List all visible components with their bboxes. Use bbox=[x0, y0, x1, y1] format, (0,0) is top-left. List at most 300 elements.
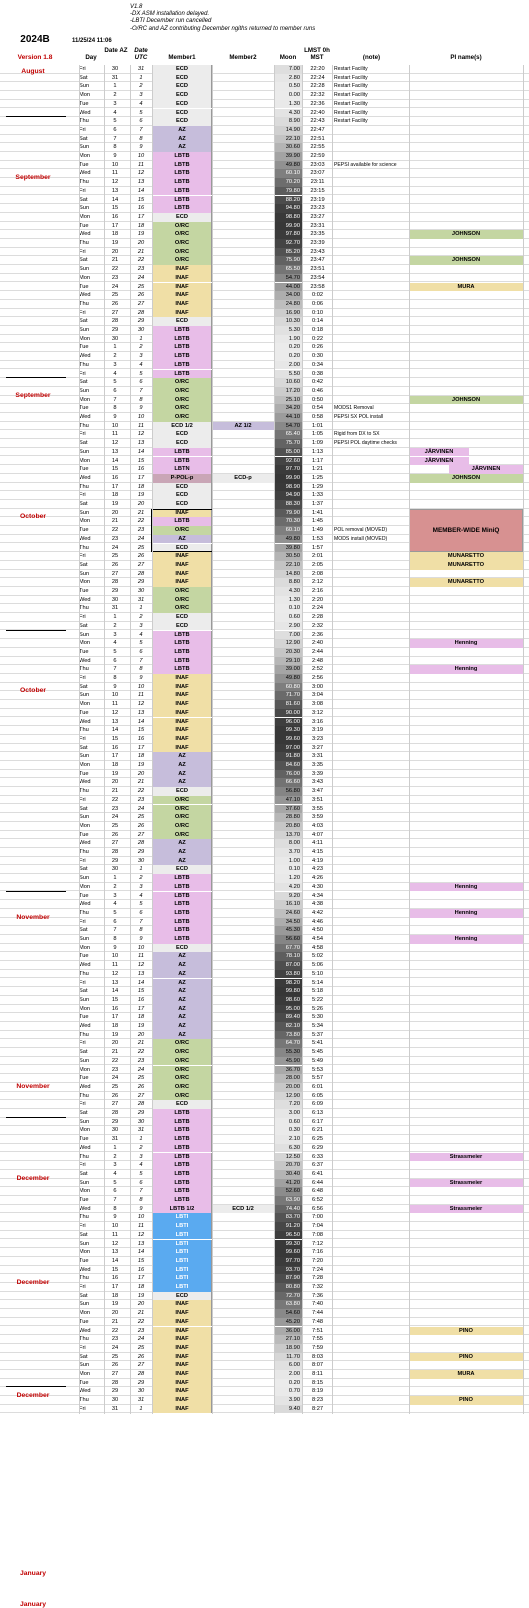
day-cell: Sun bbox=[79, 875, 90, 882]
member2-cell bbox=[212, 135, 274, 144]
member2-cell bbox=[212, 143, 274, 152]
lmst-cell: 1:33 bbox=[311, 492, 324, 499]
moon-cell: 98.90 bbox=[274, 483, 302, 492]
member1-cell: INAF bbox=[152, 1318, 212, 1327]
day-cell: Thu bbox=[79, 1214, 89, 1221]
moon-cell: 89.40 bbox=[274, 1013, 302, 1022]
date-utc-cell: 5 bbox=[139, 640, 143, 647]
date-az-cell: 15 bbox=[111, 735, 119, 742]
day-cell: Sat bbox=[79, 135, 88, 142]
member2-cell bbox=[212, 1022, 274, 1031]
lmst-cell: 8:03 bbox=[311, 1353, 324, 1360]
date-utc-cell: 8 bbox=[139, 927, 143, 934]
pi-cell bbox=[409, 1266, 523, 1275]
date-utc-cell: 7 bbox=[139, 918, 143, 925]
member1-cell: LBTB bbox=[152, 1135, 212, 1144]
member1-cell: INAF bbox=[152, 578, 212, 587]
pi-cell bbox=[409, 648, 523, 657]
note-cell bbox=[334, 222, 416, 231]
note-cell bbox=[334, 944, 416, 953]
date-utc-cell: 5 bbox=[139, 370, 143, 377]
day-cell: Tue bbox=[79, 770, 89, 777]
pi-cell bbox=[409, 700, 523, 709]
date-az-cell: 31 bbox=[111, 605, 119, 612]
lmst-cell: 22:20 bbox=[310, 66, 325, 72]
date-utc-cell: 8 bbox=[139, 666, 143, 673]
date-utc-cell: 5 bbox=[139, 109, 143, 116]
day-cell: Wed bbox=[79, 718, 91, 725]
note-cell bbox=[334, 831, 416, 840]
pi-cell bbox=[409, 483, 523, 492]
member1-cell: O/RC bbox=[152, 413, 212, 422]
member2-cell bbox=[212, 1300, 274, 1309]
month-label: December bbox=[16, 1392, 50, 1400]
moon-cell: 97.70 bbox=[274, 465, 302, 474]
moon-cell: 25.10 bbox=[274, 396, 302, 405]
date-az-cell: 11 bbox=[112, 962, 118, 969]
date-az-cell: 24 bbox=[111, 1344, 119, 1351]
member2-cell bbox=[212, 996, 274, 1005]
note-cell bbox=[334, 683, 416, 692]
col-member1-header: Member1 bbox=[168, 54, 196, 61]
member1-cell: INAF bbox=[152, 726, 212, 735]
pi-cell bbox=[409, 1248, 523, 1257]
date-az-cell: 25 bbox=[111, 1083, 119, 1090]
pi-cell bbox=[409, 1144, 523, 1153]
member2-cell bbox=[212, 726, 274, 735]
member2-cell bbox=[212, 752, 274, 761]
lmst-cell: 7:24 bbox=[311, 1266, 324, 1273]
note-cell bbox=[334, 335, 416, 344]
date-utc-cell: 22 bbox=[137, 788, 145, 795]
date-az-cell: 14 bbox=[111, 1257, 119, 1264]
date-az-cell: 17 bbox=[111, 1014, 119, 1021]
note-cell bbox=[334, 1309, 416, 1318]
date-utc-cell: 24 bbox=[137, 805, 145, 812]
member1-cell: LBTI bbox=[152, 1274, 212, 1283]
pi-cell bbox=[409, 309, 523, 318]
member2-cell bbox=[212, 674, 274, 683]
col-lmst-header: LMST 0h MST bbox=[304, 47, 330, 61]
member1-cell: LBTB bbox=[152, 448, 212, 457]
note-cell bbox=[334, 1353, 416, 1362]
day-cell: Sun bbox=[79, 1118, 90, 1125]
date-az-cell: 31 bbox=[111, 74, 119, 81]
day-cell: Sat bbox=[79, 866, 88, 873]
member1-cell: LBTB bbox=[152, 1161, 212, 1170]
moon-cell: 7.00 bbox=[274, 631, 302, 640]
date-utc-cell: 28 bbox=[137, 1101, 145, 1108]
member2-cell bbox=[212, 1179, 274, 1188]
member1-cell: INAF bbox=[152, 274, 212, 283]
date-utc-cell: 1 bbox=[139, 335, 143, 342]
member1-cell: LBTB bbox=[152, 343, 212, 352]
member1-cell: INAF bbox=[152, 1335, 212, 1344]
pi-cell bbox=[409, 1057, 523, 1066]
member1-cell: LBTB bbox=[152, 352, 212, 361]
lmst-cell: 7:40 bbox=[311, 1301, 324, 1308]
date-utc-cell: 5 bbox=[139, 901, 143, 908]
member1-cell: ECD bbox=[152, 213, 212, 222]
member1-cell: INAF bbox=[152, 1353, 212, 1362]
moon-cell: 97.70 bbox=[274, 1257, 302, 1266]
date-az-cell: 31 bbox=[111, 1136, 119, 1143]
note-cell bbox=[334, 1153, 416, 1162]
member1-cell: INAF bbox=[152, 570, 212, 579]
date-utc-cell: 1 bbox=[139, 605, 143, 612]
date-utc-cell: 24 bbox=[137, 535, 145, 542]
date-az-cell: 24 bbox=[111, 1075, 119, 1082]
note-cell bbox=[334, 1283, 416, 1292]
member1-cell: LBTB bbox=[152, 161, 212, 170]
moon-cell: 12.90 bbox=[274, 1092, 302, 1101]
member2-cell bbox=[212, 335, 274, 344]
moon-cell: 96.00 bbox=[274, 718, 302, 727]
member2-cell bbox=[212, 361, 274, 370]
lmst-cell: 2:28 bbox=[311, 614, 324, 621]
date-az-cell: 8 bbox=[113, 936, 117, 942]
date-az-cell: 30 bbox=[111, 1397, 119, 1404]
pi-cell: Henning bbox=[409, 883, 523, 892]
pi-cell bbox=[409, 735, 523, 744]
note-cell bbox=[334, 691, 416, 700]
moon-cell: 95.00 bbox=[274, 1005, 302, 1014]
date-az-cell: 29 bbox=[111, 1388, 119, 1395]
column-divider bbox=[274, 65, 275, 1414]
day-cell: Mon bbox=[79, 762, 91, 768]
note-cell bbox=[334, 700, 416, 709]
note-cell bbox=[334, 665, 416, 674]
date-utc-cell: 14 bbox=[137, 187, 145, 194]
note-cell bbox=[334, 761, 416, 770]
pi-cell bbox=[409, 1022, 523, 1031]
lmst-cell: 1:49 bbox=[311, 527, 324, 534]
day-cell: Sat bbox=[79, 196, 88, 203]
day-cell: Fri bbox=[79, 187, 86, 194]
day-cell: Sat bbox=[79, 379, 88, 386]
moon-cell: 99.90 bbox=[274, 222, 302, 231]
pi-cell bbox=[409, 1083, 523, 1092]
member2-cell bbox=[212, 448, 274, 457]
date-utc-cell: 28 bbox=[137, 1371, 145, 1377]
pi-cell bbox=[409, 500, 523, 509]
note-cell bbox=[334, 961, 416, 970]
note-cell bbox=[334, 387, 416, 396]
pi-cell bbox=[409, 222, 523, 231]
day-cell: Thu bbox=[79, 240, 89, 246]
moon-cell: 60.10 bbox=[274, 526, 302, 535]
member1-cell: O/RC bbox=[152, 1039, 212, 1048]
date-az-cell: 27 bbox=[111, 840, 119, 847]
date-utc-cell: 5 bbox=[139, 1170, 143, 1177]
note-cell bbox=[334, 1205, 416, 1214]
date-utc-cell: 31 bbox=[137, 596, 145, 603]
moon-cell: 0.50 bbox=[274, 82, 302, 91]
column-divider bbox=[152, 65, 153, 1414]
member2-cell bbox=[212, 1074, 274, 1083]
pi-cell bbox=[409, 1318, 523, 1327]
note-cell bbox=[334, 1240, 416, 1249]
moon-cell: 87.00 bbox=[274, 961, 302, 970]
member2-cell bbox=[212, 770, 274, 779]
moon-cell: 75.90 bbox=[274, 256, 302, 265]
moon-cell: 8.00 bbox=[274, 839, 302, 848]
lmst-cell: 0:02 bbox=[311, 292, 324, 299]
member2-cell bbox=[212, 1153, 274, 1162]
note-cell bbox=[334, 309, 416, 318]
note-cell bbox=[334, 1057, 416, 1066]
date-az-cell: 18 bbox=[111, 492, 119, 499]
day-cell: Fri bbox=[79, 370, 86, 377]
moon-cell: 30.40 bbox=[274, 1170, 302, 1179]
member2-cell bbox=[212, 1031, 274, 1040]
lmst-cell: 22:47 bbox=[310, 126, 325, 133]
pi-cell bbox=[409, 152, 523, 161]
day-cell: Tue bbox=[79, 1318, 89, 1325]
lmst-cell: 0:10 bbox=[311, 309, 324, 316]
moon-cell: 20.00 bbox=[274, 1083, 302, 1092]
moon-cell: 92.60 bbox=[274, 457, 302, 466]
lmst-cell: 23:35 bbox=[310, 231, 325, 238]
moon-cell: 24.60 bbox=[274, 909, 302, 918]
member1-cell: INAF bbox=[152, 691, 212, 700]
note-cell bbox=[334, 822, 416, 831]
lmst-cell: 3:39 bbox=[311, 770, 324, 777]
member2-cell bbox=[212, 517, 274, 526]
member2-cell bbox=[212, 1066, 274, 1075]
member2-cell bbox=[212, 1126, 274, 1135]
lmst-cell: 2:08 bbox=[311, 570, 324, 577]
member2-cell bbox=[212, 796, 274, 805]
moon-cell: 1.30 bbox=[274, 100, 302, 109]
note-cell bbox=[334, 378, 416, 387]
member2-cell bbox=[212, 813, 274, 822]
pi-cell bbox=[409, 100, 523, 109]
date-az-cell: 21 bbox=[111, 257, 119, 264]
member2-cell bbox=[212, 1135, 274, 1144]
lmst-cell: 22:40 bbox=[310, 109, 325, 116]
date-az-cell: 23 bbox=[111, 274, 119, 281]
moon-cell: 92.70 bbox=[274, 239, 302, 248]
member1-cell: O/RC bbox=[152, 1092, 212, 1101]
date-az-cell: 7 bbox=[113, 396, 117, 403]
date-utc-cell: 15 bbox=[137, 196, 145, 203]
month-label: October bbox=[19, 687, 47, 695]
date-utc-cell: 4 bbox=[139, 1162, 143, 1169]
note-cell bbox=[334, 1379, 416, 1388]
member1-cell: LBTB bbox=[152, 152, 212, 161]
date-az-cell: 30 bbox=[111, 596, 119, 603]
moon-cell: 6.00 bbox=[274, 1361, 302, 1370]
day-cell: Sun bbox=[79, 1179, 90, 1186]
member1-cell: P-POL-p bbox=[152, 474, 212, 483]
date-az-cell: 10 bbox=[111, 422, 119, 429]
member2-cell bbox=[212, 465, 274, 474]
pi-cell bbox=[409, 726, 523, 735]
moon-cell: 2.00 bbox=[274, 1370, 302, 1379]
pi-cell bbox=[409, 805, 523, 814]
member2-cell bbox=[212, 169, 274, 178]
date-az-cell: 20 bbox=[111, 1040, 119, 1047]
date-utc-cell: 29 bbox=[137, 849, 145, 855]
member2-cell bbox=[212, 648, 274, 657]
pi-cell: JOHNSON bbox=[409, 396, 523, 405]
date-utc-cell: 12 bbox=[137, 170, 145, 177]
day-cell: Thu bbox=[79, 1153, 89, 1160]
lmst-cell: 4:15 bbox=[311, 849, 324, 855]
day-cell: Wed bbox=[79, 1023, 91, 1029]
moon-cell: 12.50 bbox=[274, 1153, 302, 1162]
date-utc-cell: 1 bbox=[139, 1405, 143, 1412]
date-az-cell: 14 bbox=[111, 727, 119, 734]
pi-cell: JÄRVINEN bbox=[449, 465, 523, 474]
member1-cell: AZ bbox=[152, 778, 212, 787]
lmst-cell: 1:37 bbox=[311, 501, 324, 507]
day-cell: Sun bbox=[79, 996, 90, 1003]
note-cell bbox=[334, 448, 416, 457]
moon-cell: 45.90 bbox=[274, 1057, 302, 1066]
date-az-cell: 9 bbox=[113, 944, 117, 951]
member2-cell bbox=[212, 744, 274, 753]
note-cell bbox=[334, 1100, 416, 1109]
pi-cell bbox=[409, 135, 523, 144]
member1-cell: ECD bbox=[152, 1100, 212, 1109]
member2-cell bbox=[212, 1335, 274, 1344]
lmst-cell: 2:05 bbox=[311, 561, 324, 568]
moon-cell: 93.70 bbox=[274, 1266, 302, 1275]
member2-cell bbox=[212, 387, 274, 396]
member2-cell bbox=[212, 1187, 274, 1196]
moon-cell: 87.90 bbox=[274, 1274, 302, 1283]
date-utc-cell: 12 bbox=[137, 1231, 145, 1238]
lmst-cell: 0:50 bbox=[311, 396, 324, 403]
lmst-cell: 4:50 bbox=[311, 927, 324, 934]
moon-cell: 0.20 bbox=[274, 1379, 302, 1388]
lmst-cell: 6:13 bbox=[311, 1110, 324, 1116]
lmst-cell: 5:10 bbox=[311, 970, 324, 977]
lmst-cell: 5:34 bbox=[311, 1023, 324, 1029]
pi-cell bbox=[409, 370, 523, 379]
column-divider bbox=[104, 65, 105, 1414]
lmst-cell: 3:12 bbox=[311, 709, 324, 716]
lmst-cell: 6:21 bbox=[311, 1127, 324, 1134]
pi-cell bbox=[409, 1170, 523, 1179]
day-cell: Tue bbox=[79, 1075, 89, 1082]
day-cell: Fri bbox=[79, 1344, 86, 1351]
member1-cell: LBTB bbox=[152, 926, 212, 935]
note-cell bbox=[334, 152, 416, 161]
day-cell: Fri bbox=[79, 918, 86, 925]
lmst-cell: 22:55 bbox=[310, 144, 325, 151]
pi-cell bbox=[409, 1292, 523, 1301]
note-cell bbox=[334, 352, 416, 361]
date-utc-cell: 12 bbox=[137, 701, 145, 708]
day-cell: Mon bbox=[79, 1310, 91, 1317]
moon-cell: 88.20 bbox=[274, 196, 302, 205]
col-date-utc-header: Date UTC bbox=[134, 47, 148, 61]
moon-cell: 96.50 bbox=[274, 1231, 302, 1240]
pi-cell bbox=[409, 74, 523, 83]
day-cell: Sun bbox=[79, 1301, 90, 1308]
date-utc-cell: 2 bbox=[139, 83, 143, 90]
date-utc-cell: 27 bbox=[137, 1362, 145, 1369]
date-utc-cell: 13 bbox=[137, 709, 145, 716]
moon-cell: 0.00 bbox=[274, 91, 302, 100]
member2-cell bbox=[212, 1344, 274, 1353]
date-az-cell: 14 bbox=[111, 196, 119, 203]
moon-cell: 30.50 bbox=[274, 552, 302, 561]
note-cell bbox=[334, 622, 416, 631]
note-cell bbox=[334, 517, 416, 526]
moon-cell: 84.60 bbox=[274, 761, 302, 770]
member2-cell bbox=[212, 74, 274, 83]
moon-cell: 22.10 bbox=[274, 561, 302, 570]
member1-cell: LBTB bbox=[152, 657, 212, 666]
date-utc-cell: 28 bbox=[137, 840, 145, 847]
day-cell: Mon bbox=[79, 92, 91, 99]
lmst-cell: 0:22 bbox=[311, 335, 324, 342]
version-note: -LBTI December run cancelled bbox=[130, 18, 212, 25]
note-cell bbox=[334, 1170, 416, 1179]
date-az-cell: 8 bbox=[113, 144, 117, 151]
lmst-cell: 22:24 bbox=[310, 74, 325, 81]
day-cell: Sat bbox=[79, 683, 88, 690]
date-az-cell: 18 bbox=[111, 1292, 119, 1299]
date-az-cell: 2 bbox=[113, 1153, 117, 1160]
member2-cell bbox=[212, 1370, 274, 1379]
day-cell: Sun bbox=[79, 83, 90, 90]
member1-cell: LBTB bbox=[152, 1109, 212, 1118]
moon-cell: 13.70 bbox=[274, 831, 302, 840]
member2-cell: AZ 1/2 bbox=[212, 422, 274, 431]
pi-cell: Strassmeier bbox=[409, 1179, 523, 1188]
date-az-cell: 26 bbox=[111, 1362, 119, 1369]
date-utc-cell: 25 bbox=[137, 814, 145, 821]
note-cell bbox=[334, 126, 416, 135]
date-az-cell: 26 bbox=[111, 831, 119, 838]
day-cell: Mon bbox=[79, 518, 91, 525]
date-utc-cell: 17 bbox=[137, 1275, 145, 1282]
member2-cell bbox=[212, 326, 274, 335]
pi-cell bbox=[409, 187, 523, 196]
lmst-cell: 1:41 bbox=[311, 509, 324, 516]
member1-cell: LBTB bbox=[152, 370, 212, 379]
lmst-cell: 6:09 bbox=[311, 1101, 324, 1108]
date-az-cell: 21 bbox=[111, 788, 119, 795]
month-label: November bbox=[16, 913, 50, 921]
day-cell: Fri bbox=[79, 979, 86, 986]
day-cell: Wed bbox=[79, 170, 91, 177]
moon-cell: 44.00 bbox=[274, 283, 302, 292]
date-az-cell: 26 bbox=[111, 561, 119, 568]
date-utc-cell: 23 bbox=[137, 266, 145, 273]
moon-cell: 9.40 bbox=[274, 1405, 302, 1414]
day-cell: Thu bbox=[79, 727, 89, 734]
moon-cell: 0.20 bbox=[274, 352, 302, 361]
pi-cell bbox=[409, 248, 523, 257]
member2-cell bbox=[212, 378, 274, 387]
lmst-cell: 6:41 bbox=[311, 1170, 324, 1177]
note-cell bbox=[334, 918, 416, 927]
month-divider bbox=[6, 1386, 66, 1387]
moon-cell: 56.60 bbox=[274, 935, 302, 944]
day-cell: Wed bbox=[79, 109, 91, 116]
note-cell bbox=[334, 926, 416, 935]
pi-cell bbox=[409, 744, 523, 753]
date-utc-cell: 7 bbox=[139, 126, 143, 133]
member1-cell: ECD 1/2 bbox=[152, 422, 212, 431]
member1-cell: AZ bbox=[152, 770, 212, 779]
